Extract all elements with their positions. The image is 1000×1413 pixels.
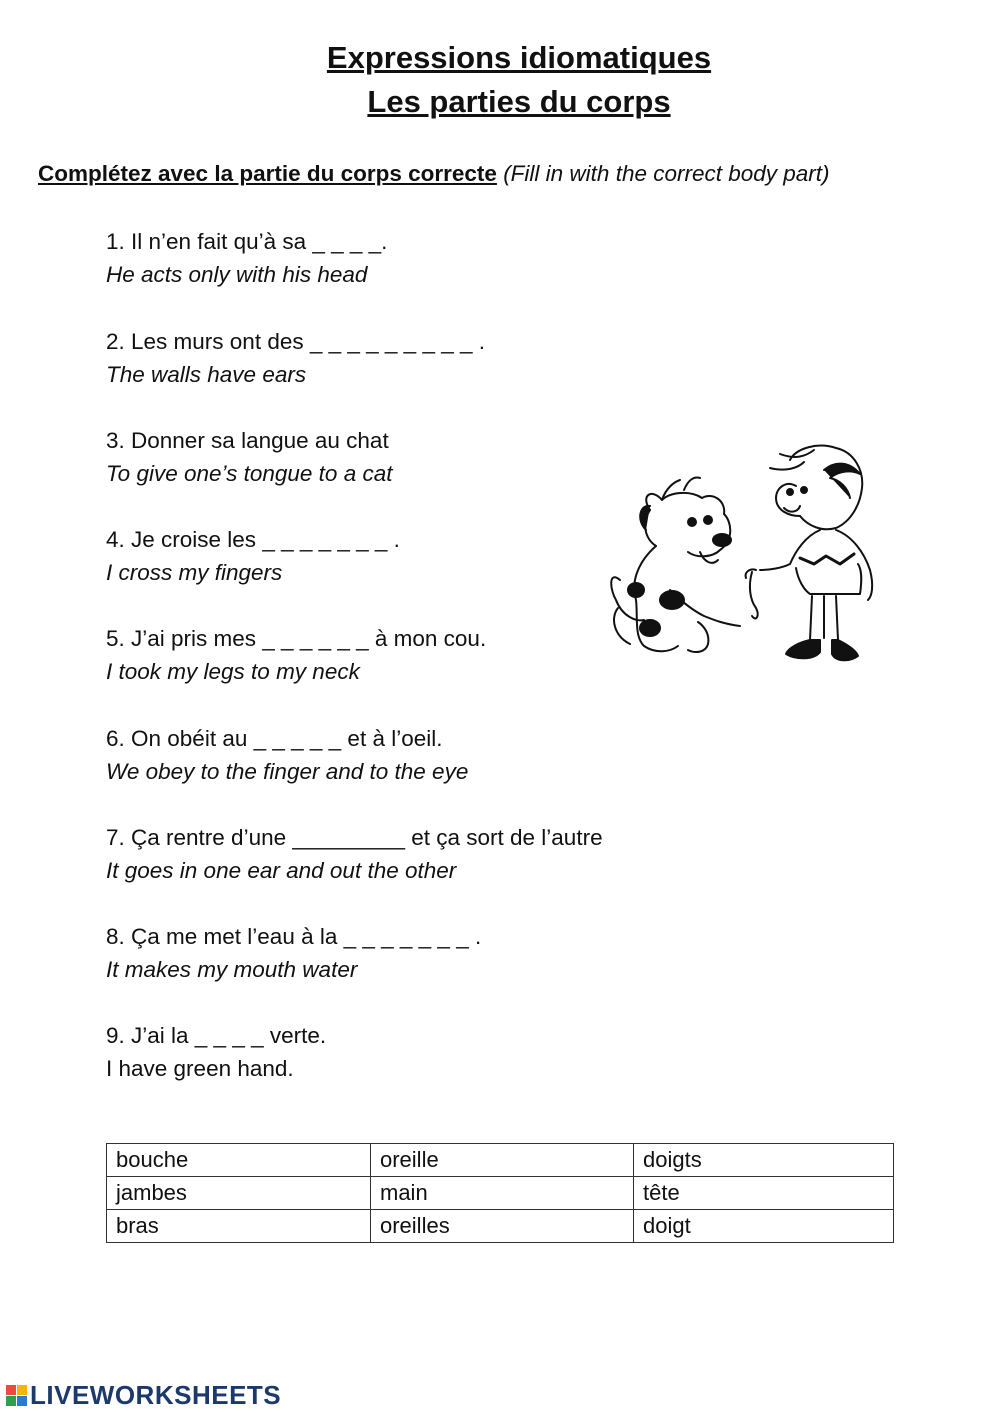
exercise-item: [106, 424, 392, 490]
exercise-item: [106, 1019, 326, 1085]
exercise-french: 3. Donner sa langue au chat: [106, 428, 389, 453]
exercise-french: 2. Les murs ont des _ _ _ _ _ _ _ _ _ .: [106, 329, 485, 354]
table-row: [107, 1177, 894, 1210]
table-row: [107, 1210, 894, 1243]
word-cell: bras: [107, 1210, 371, 1243]
exercise-english: It makes my mouth water: [106, 957, 358, 982]
boy-drawing: [746, 446, 873, 661]
exercise-item: [106, 722, 468, 788]
exercise-item: [106, 523, 400, 589]
logo-icon: [6, 1385, 27, 1406]
word-cell: bouche: [107, 1144, 371, 1177]
exercise-english: I took my legs to my neck: [106, 659, 360, 684]
exercise-french: 1. Il n’en fait qu’à sa _ _ _ _.: [106, 229, 388, 254]
boy-and-dog-illustration: [600, 440, 890, 675]
exercise-english: He acts only with his head: [106, 262, 368, 287]
word-cell: main: [371, 1177, 634, 1210]
exercise-item: [106, 920, 481, 986]
word-cell: oreille: [371, 1144, 634, 1177]
exercise-french: 4. Je croise les _ _ _ _ _ _ _ .: [106, 527, 400, 552]
exercise-english: It goes in one ear and out the other: [106, 858, 457, 883]
exercise-english: We obey to the finger and to the eye: [106, 759, 469, 784]
word-cell: jambes: [107, 1177, 371, 1210]
instructions: [38, 161, 830, 187]
exercise-english: To give one’s tongue to a cat: [106, 461, 393, 486]
exercise-french: 6. On obéit au _ _ _ _ _ et à l’oeil.: [106, 726, 443, 751]
dog-drawing: [611, 478, 740, 653]
word-cell: tête: [634, 1177, 894, 1210]
exercise-item: [106, 225, 387, 291]
exercise-french: 5. J’ai pris mes _ _ _ _ _ _ à mon cou.: [106, 626, 487, 651]
exercise-english: I have green hand.: [106, 1056, 294, 1081]
word-bank-table: [106, 1143, 894, 1243]
worm-drawing: [750, 572, 758, 618]
word-cell: oreilles: [371, 1210, 634, 1243]
exercise-english: The walls have ears: [106, 362, 307, 387]
logo-text: LIVEWORKSHEETS: [30, 1379, 282, 1410]
word-cell: doigt: [634, 1210, 894, 1243]
exercise-french: 8. Ça me met l’eau à la _ _ _ _ _ _ _ .: [106, 924, 482, 949]
table-row: [107, 1144, 894, 1177]
exercise-english: I cross my fingers: [106, 560, 283, 585]
exercise-item: [106, 622, 486, 688]
exercise-item: [106, 325, 485, 391]
instruction-english: (Fill in with the correct body part): [503, 161, 830, 186]
instruction-french: Complétez avec la partie du corps correcte: [38, 161, 497, 186]
liveworksheets-logo[interactable]: [6, 1378, 281, 1412]
worksheet-title: Expressions idiomatiques: [326, 40, 712, 75]
exercise-french: 9. J’ai la _ _ _ _ verte.: [106, 1023, 327, 1048]
exercise-french: 7. Ça rentre d’une _________ et ça sort de l’autre: [106, 825, 603, 850]
exercise-item: [106, 821, 603, 887]
word-cell: doigts: [634, 1144, 894, 1177]
worksheet-subtitle: Les parties du corps: [367, 84, 671, 119]
